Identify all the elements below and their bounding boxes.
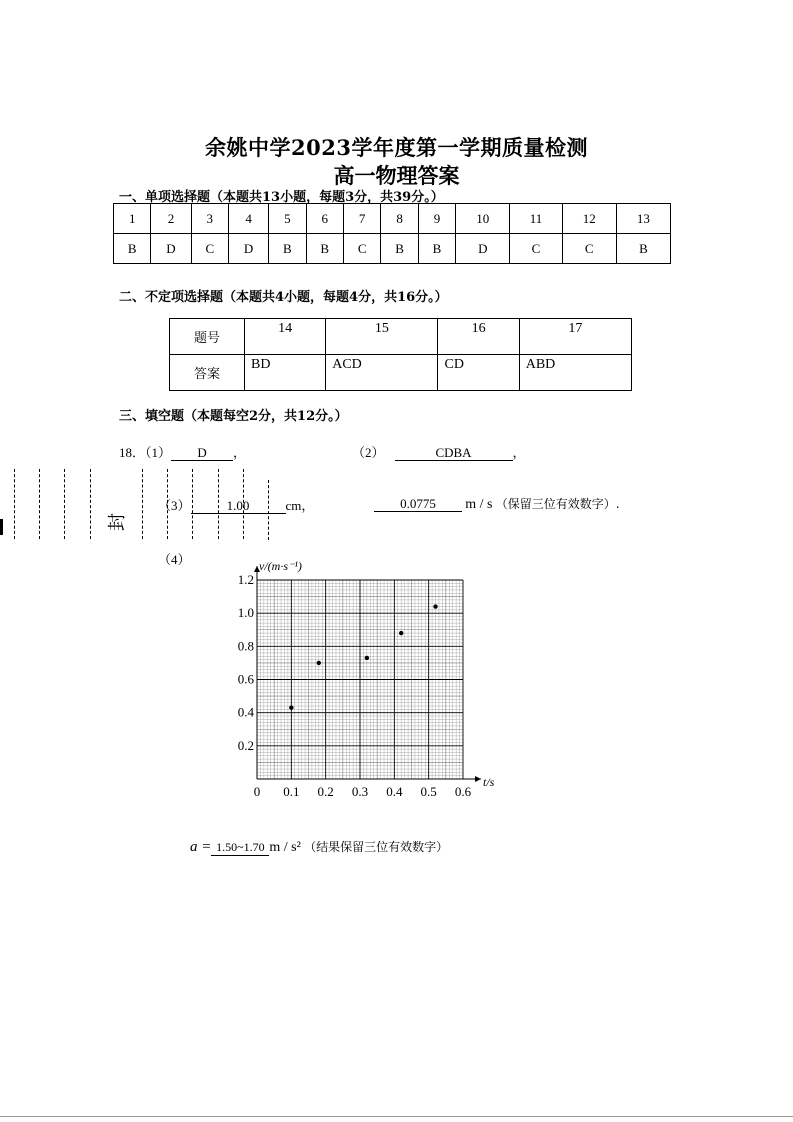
- binding-dashed-line: [90, 469, 91, 539]
- data-point: [399, 631, 403, 635]
- q3b-answer: 0.0775: [374, 496, 462, 512]
- q18-part2: [352, 442, 526, 461]
- accel-note: （结果保留三位有效数字）: [304, 840, 449, 854]
- x-tick-label: 0.6: [454, 784, 472, 799]
- y-axis-label: v/(m·s⁻¹): [259, 559, 302, 573]
- q3-label: （3）: [158, 498, 191, 513]
- binding-dashed-line: [218, 469, 219, 539]
- question-number-row: [170, 319, 632, 355]
- question-number-cell: 1: [114, 204, 151, 234]
- row-label-answer: 答案: [170, 355, 245, 391]
- question-number-cell: 15: [326, 319, 438, 355]
- question-number-cell: 9: [418, 204, 455, 234]
- binding-dashed-line: [192, 469, 193, 539]
- data-point: [433, 604, 437, 608]
- y-tick-label: 0.8: [237, 638, 254, 654]
- question-number-cell: 3: [191, 204, 228, 234]
- comma: ，: [233, 445, 247, 460]
- section2-heading: 二、不定项选择题（本题共4小题，每题4分，共16分。）: [119, 290, 448, 305]
- question-number-cell: 12: [562, 204, 616, 234]
- binding-dashed-line: [14, 469, 15, 539]
- x-axis-label: t/s: [483, 775, 495, 789]
- binding-dashed-line: [64, 469, 65, 539]
- q3b-unit: m / s: [465, 497, 493, 512]
- q1-answer: D: [171, 445, 233, 461]
- q18-part1: [119, 442, 246, 461]
- binding-dashed-line: [142, 469, 143, 539]
- x-tick-label: 0.4: [386, 784, 403, 799]
- q18-part3: [158, 495, 314, 514]
- question-number-cell: 16: [438, 319, 519, 355]
- acceleration-line: [190, 838, 448, 856]
- section1-heading: 一、单项选择题（本题共13小题，每题3分，共39分。）: [119, 190, 444, 205]
- y-tick-label: 0.2: [237, 737, 254, 753]
- x-axis-arrow: [475, 776, 481, 782]
- q3-unit: cm，: [285, 498, 315, 513]
- x-tick-label: 0.1: [283, 784, 300, 799]
- accel-label: a =: [190, 839, 212, 855]
- row-label-number: 题号: [170, 319, 245, 355]
- q3-answer: 1.00: [191, 498, 286, 514]
- answer-cell: B: [269, 234, 306, 264]
- question-number-cell: 17: [519, 319, 631, 355]
- y-tick-label: 1.2: [237, 572, 254, 587]
- q18-prefix: 18．（1）: [119, 445, 172, 460]
- comma: ，: [512, 445, 526, 460]
- q18-part3b: [374, 495, 620, 513]
- question-number-cell: 5: [269, 204, 306, 234]
- binding-edge-mark: [0, 519, 3, 535]
- answer-row: [170, 355, 632, 391]
- answer-cell: BD: [245, 355, 326, 391]
- binding-dashed-line: [39, 469, 40, 539]
- answer-cell: C: [191, 234, 228, 264]
- y-tick-label: 1.0: [237, 605, 254, 621]
- single-choice-answer-table: [113, 203, 671, 264]
- binding-dashed-line: [268, 480, 269, 540]
- answer-cell: C: [510, 234, 562, 264]
- answer-cell: B: [114, 234, 151, 264]
- answer-cell: CD: [438, 355, 519, 391]
- binding-seal-char: 封: [107, 513, 128, 531]
- answer-cell: D: [456, 234, 510, 264]
- velocity-time-chart: [215, 555, 515, 805]
- section3-heading: 三、填空题（本题每空2分，共12分。）: [119, 409, 348, 424]
- q3b-note: （保留三位有效数字）.: [495, 497, 620, 511]
- answer-cell: B: [306, 234, 343, 264]
- answer-cell: C: [343, 234, 380, 264]
- q2-answer: CDBA: [395, 445, 513, 461]
- question-number-cell: 11: [510, 204, 562, 234]
- question-number-cell: 14: [245, 319, 326, 355]
- answer-cell: D: [228, 234, 268, 264]
- question-number-cell: 8: [381, 204, 418, 234]
- x-tick-label: 0.3: [351, 784, 369, 799]
- document-subtitle: 高一物理答案: [333, 163, 460, 188]
- x-tick-label: 0.2: [317, 784, 334, 799]
- y-tick-label: 0.6: [237, 671, 254, 687]
- q4-label: （4）: [158, 552, 191, 567]
- answer-cell: C: [562, 234, 616, 264]
- multi-choice-answer-table: [169, 318, 632, 391]
- answer-cell: ACD: [326, 355, 438, 391]
- question-number-cell: 10: [456, 204, 510, 234]
- answer-cell: B: [616, 234, 670, 264]
- question-number-cell: 13: [616, 204, 670, 234]
- question-number-cell: 4: [228, 204, 268, 234]
- question-number-cell: 6: [306, 204, 343, 234]
- answer-cell: B: [418, 234, 455, 264]
- x-tick-label: 0: [253, 784, 261, 799]
- question-number-row: [114, 204, 671, 234]
- binding-dashed-line: [243, 469, 244, 539]
- data-point: [317, 661, 321, 665]
- q2-label: （2）: [352, 445, 385, 460]
- y-tick-label: 0.4: [237, 704, 254, 720]
- data-point: [289, 705, 293, 709]
- answer-cell: B: [381, 234, 418, 264]
- accel-answer: 1.50~1.70: [211, 840, 269, 856]
- document-title: 余姚中学2023学年度第一学期质量检测: [205, 135, 588, 160]
- answer-cell: D: [151, 234, 191, 264]
- binding-dashed-line: [167, 469, 168, 539]
- accel-unit: m / s²: [269, 840, 301, 855]
- question-number-cell: 7: [343, 204, 380, 234]
- data-point: [365, 656, 369, 660]
- answer-row: [114, 234, 671, 264]
- question-number-cell: 2: [151, 204, 191, 234]
- x-tick-label: 0.5: [420, 784, 437, 799]
- page-bottom-border: [0, 1116, 793, 1117]
- answer-cell: ABD: [519, 355, 631, 391]
